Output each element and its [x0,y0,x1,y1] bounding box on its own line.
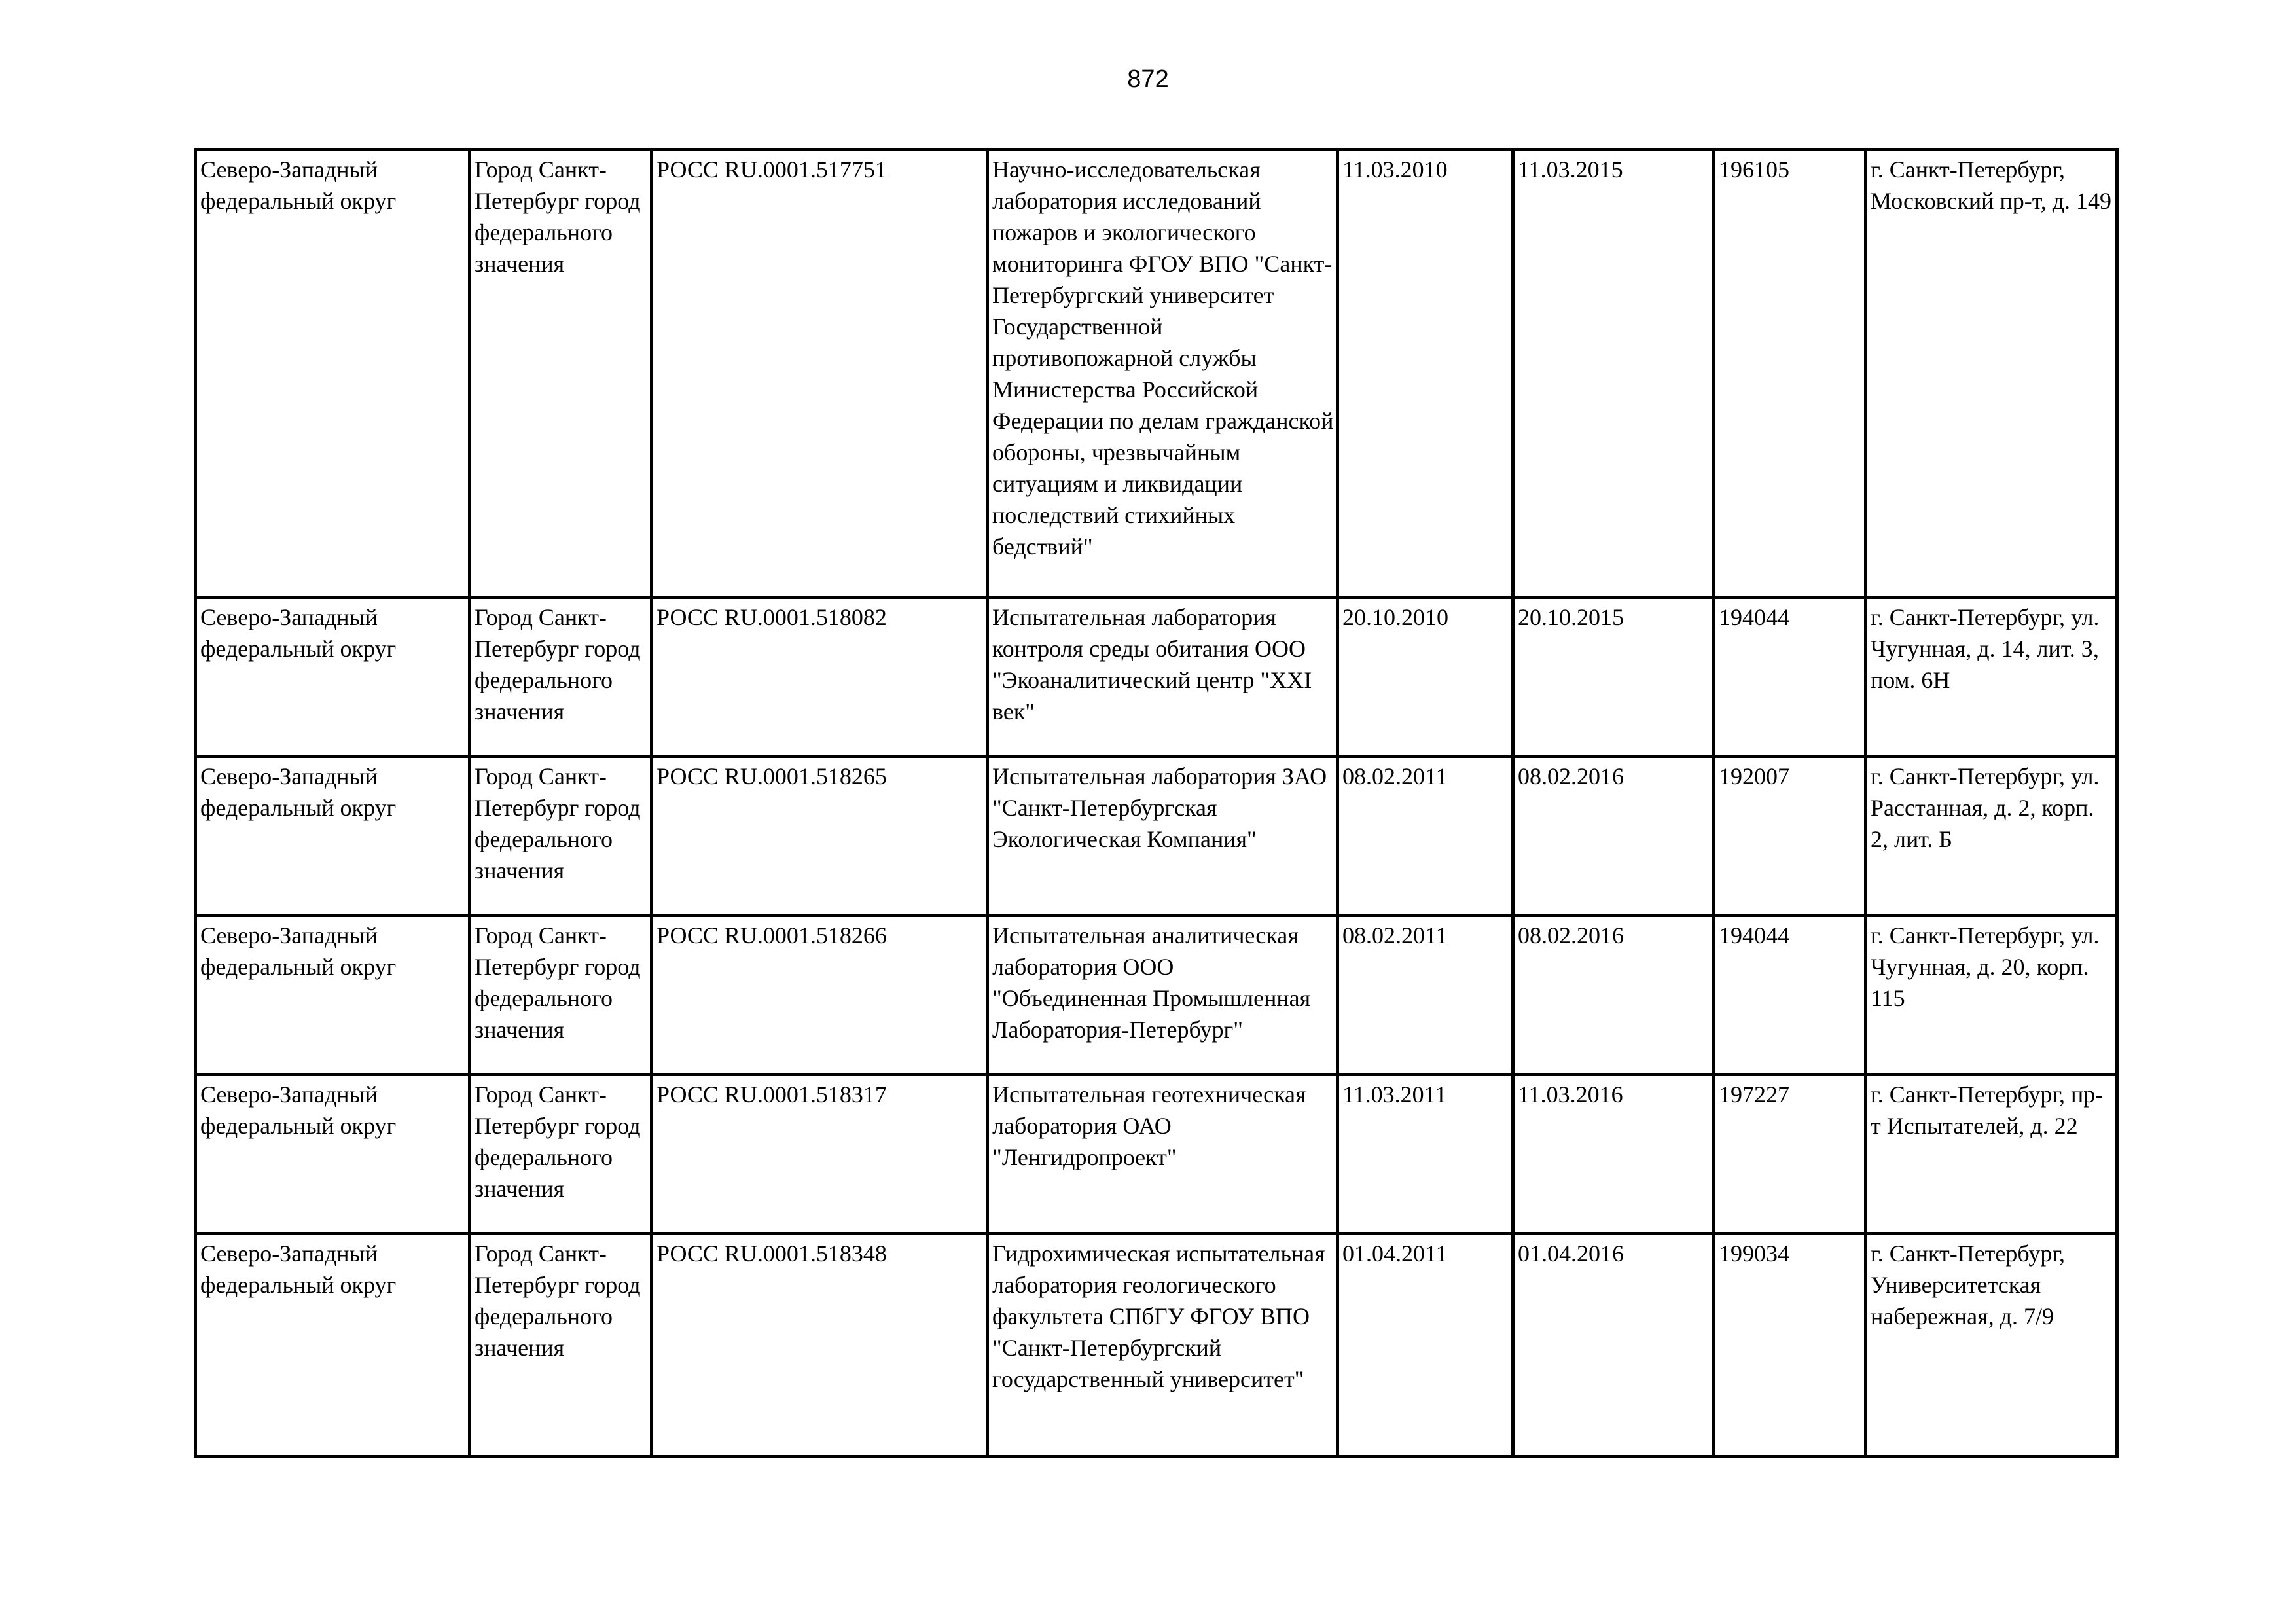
region-cell: Город Санкт-Петербург город федерального значения [470,757,652,916]
district-cell: Северо-Западный федеральный округ [196,916,470,1075]
address-cell: г. Санкт-Петербург, ул. Чугунная, д. 20, корп. 115 [1866,916,2117,1075]
expiry-date-cell: 08.02.2016 [1513,757,1714,916]
address-cell: г. Санкт-Петербург, ул. Расстанная, д. 2, корп. 2, лит. Б [1866,757,2117,916]
lab-name-cell: Гидрохимическая испытательная лаборатория геологического факультета СПбГУ ФГОУ ВПО "Санкт-Петербургский государственный университет" [988,1234,1338,1457]
region-cell: Город Санкт-Петербург город федерального значения [470,916,652,1075]
expiry-date-cell: 20.10.2015 [1513,598,1714,757]
postcode-cell: 197227 [1714,1075,1866,1234]
certificate-cell: РОСС RU.0001.518266 [652,916,988,1075]
table-row [196,150,2117,598]
expiry-date-cell: 08.02.2016 [1513,916,1714,1075]
table-row [196,916,2117,1075]
postcode-cell: 192007 [1714,757,1866,916]
registry-table [194,148,2119,1458]
table-row [196,757,2117,916]
lab-name-cell: Испытательная лаборатория ЗАО "Санкт-Петербургская Экологическая Компания" [988,757,1338,916]
address-cell: г. Санкт-Петербург, ул. Чугунная, д. 14, лит. З, пом. 6Н [1866,598,2117,757]
district-cell: Северо-Западный федеральный округ [196,757,470,916]
table-row [196,1234,2117,1457]
postcode-cell: 194044 [1714,916,1866,1075]
region-cell: Город Санкт-Петербург город федерального значения [470,1075,652,1234]
issued-date-cell: 11.03.2010 [1338,150,1513,598]
expiry-date-cell: 11.03.2015 [1513,150,1714,598]
postcode-cell: 196105 [1714,150,1866,598]
lab-name-cell: Научно-исследовательская лаборатория исследований пожаров и экологического мониторинга ФГОУ ВПО "Санкт-Петербургский университет Государственной противопожарной службы Министерства Российской Федерации по делам гражданской обороны, чрезвычайным ситуациям и ликвидации последствий стихийных бедствий" [988,150,1338,598]
issued-date-cell: 08.02.2011 [1338,757,1513,916]
issued-date-cell: 20.10.2010 [1338,598,1513,757]
issued-date-cell: 01.04.2011 [1338,1234,1513,1457]
postcode-cell: 194044 [1714,598,1866,757]
address-cell: г. Санкт-Петербург, пр-т Испытателей, д. 22 [1866,1075,2117,1234]
postcode-cell: 199034 [1714,1234,1866,1457]
lab-name-cell: Испытательная геотехническая лаборатория ОАО "Ленгидропроект" [988,1075,1338,1234]
expiry-date-cell: 01.04.2016 [1513,1234,1714,1457]
page-number: 872 [1127,65,1169,93]
table-row [196,1075,2117,1234]
district-cell: Северо-Западный федеральный округ [196,598,470,757]
certificate-cell: РОСС RU.0001.518317 [652,1075,988,1234]
certificate-cell: РОСС RU.0001.517751 [652,150,988,598]
lab-name-cell: Испытательная лаборатория контроля среды обитания ООО "Экоаналитический центр "XXI век" [988,598,1338,757]
certificate-cell: РОСС RU.0001.518265 [652,757,988,916]
certificate-cell: РОСС RU.0001.518082 [652,598,988,757]
region-cell: Город Санкт-Петербург город федерального значения [470,598,652,757]
certificate-cell: РОСС RU.0001.518348 [652,1234,988,1457]
table-row [196,598,2117,757]
district-cell: Северо-Западный федеральный округ [196,1234,470,1457]
issued-date-cell: 11.03.2011 [1338,1075,1513,1234]
district-cell: Северо-Западный федеральный округ [196,150,470,598]
address-cell: г. Санкт-Петербург, Университетская набережная, д. 7/9 [1866,1234,2117,1457]
expiry-date-cell: 11.03.2016 [1513,1075,1714,1234]
region-cell: Город Санкт-Петербург город федерального значения [470,150,652,598]
lab-name-cell: Испытательная аналитическая лаборатория ООО "Объединенная Промышленная Лаборатория-Петербург" [988,916,1338,1075]
region-cell: Город Санкт-Петербург город федерального значения [470,1234,652,1457]
district-cell: Северо-Западный федеральный округ [196,1075,470,1234]
address-cell: г. Санкт-Петербург, Московский пр-т, д. 149 [1866,150,2117,598]
issued-date-cell: 08.02.2011 [1338,916,1513,1075]
